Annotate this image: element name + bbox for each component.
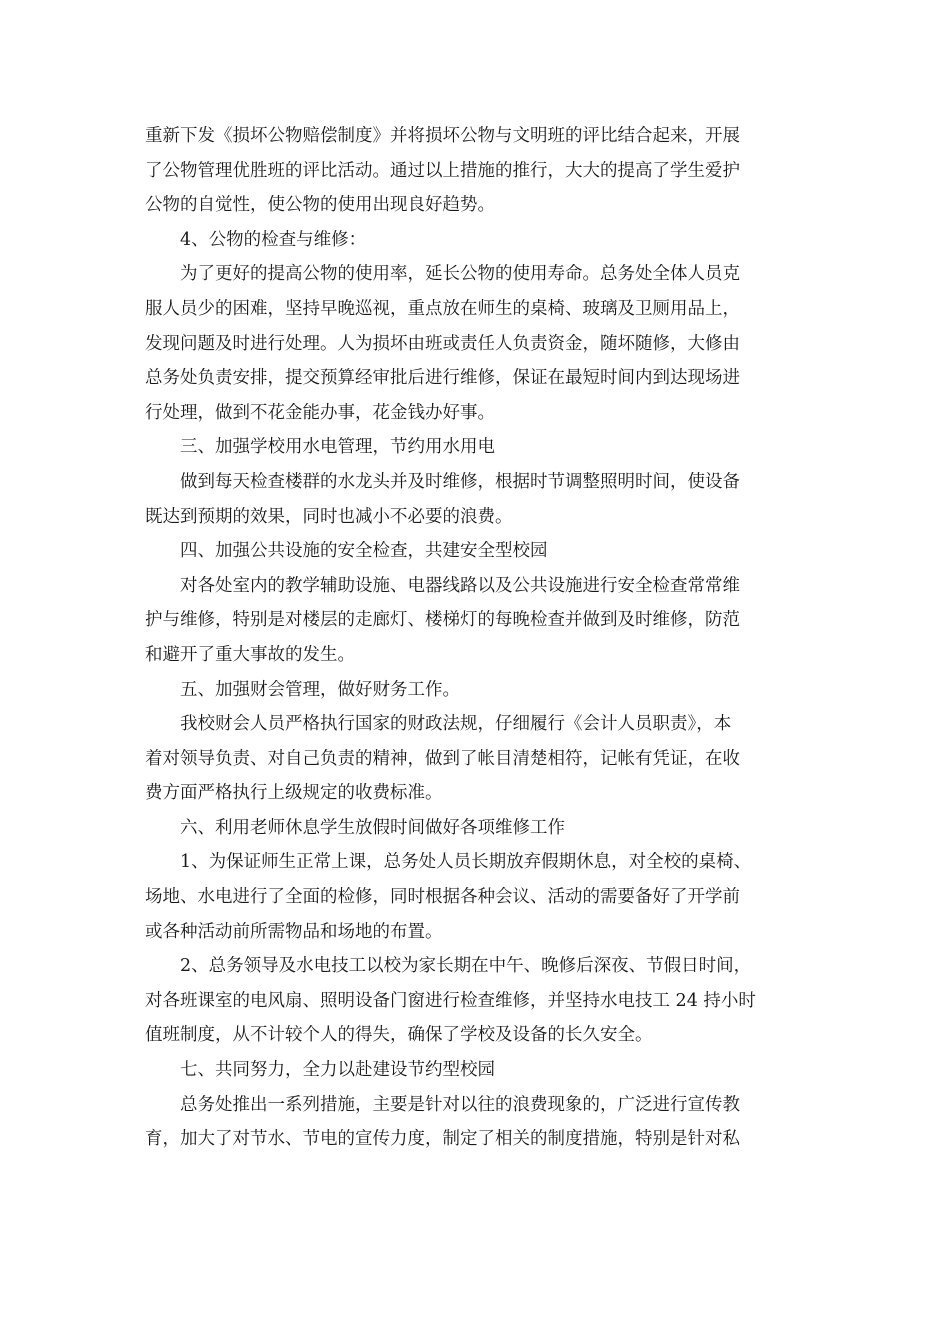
text-line: 行处理，做到不花金能办事，花金钱办好事。 [145,402,495,423]
text-line: 2、总务领导及水电技工以校为家长期在中午、晚修后深夜、节假日时间， [180,956,752,977]
text-line: 了公物管理优胜班的评比活动。通过以上措施的推行，大大的提高了学生爱护 [145,160,740,181]
text-line: 七、共同努力，全力以赴建设节约型校园 [180,1060,495,1081]
text-line: 我校财会人员严格执行国家的财政法规，仔细履行《会计人员职责》，本 [180,714,732,735]
text-line: 公物的自觉性，使公物的使用出现良好趋势。 [145,195,495,216]
text-line: 五、加强财会管理，做好财务工作。 [180,679,460,700]
text-line: 4、公物的检查与维修： [180,229,367,250]
text-line: 六、利用老师休息学生放假时间做好各项维修工作 [180,817,565,838]
text-line: 总务处推出一系列措施，主要是针对以往的浪费现象的，广泛进行宣传教 [180,1094,740,1115]
text-line: 总务处负责安排，提交预算经审批后进行维修，保证在最短时间内到达现场进 [145,368,740,389]
text-line: 育，加大了对节水、节电的宣传力度，制定了相关的制度措施，特别是针对私 [145,1129,740,1150]
text-line: 重新下发《损坏公物赔偿制度》并将损坏公物与文明班的评比结合起来，开展 [145,126,740,146]
text-line: 服人员少的困难，坚持早晚巡视，重点放在师生的桌椅、玻璃及卫厕用品上， [145,298,740,319]
document-body [145,119,805,1157]
text-line: 护与维修，特别是对楼层的走廊灯、楼梯灯的每晚检查并做到及时维修，防范 [145,610,740,631]
text-line: 对各班课室的电风扇、照明设备门窗进行检查维修，并坚持水电技工 24 持小时 [145,990,756,1011]
text-line: 既达到预期的效果，同时也减小不必要的浪费。 [145,506,513,527]
text-line: 或各种活动前所需物品和场地的布置。 [145,921,443,942]
text-line: 发现问题及时进行处理。人为损坏由班或责任人负责资金，随坏随修，大修由 [145,333,740,354]
text-line: 着对领导负责、对自己负责的精神，做到了帐目清楚相符，记帐有凭证，在收 [145,748,740,769]
text-line: 三、加强学校用水电管理，节约用水用电 [180,437,495,458]
text-line: 值班制度，从不计较个人的得失，确保了学校及设备的长久安全。 [145,1025,653,1046]
text-line: 对各处室内的教学辅助设施、电器线路以及公共设施进行安全检查常常维 [180,575,740,596]
text-line: 做到每天检查楼群的水龙头并及时维修，根据时节调整照明时间，使设备 [180,471,740,492]
text-line: 费方面严格执行上级规定的收费标准。 [145,783,443,804]
text-line: 场地、水电进行了全面的检修，同时根据各种会议、活动的需要备好了开学前 [145,887,740,908]
text-line: 1、为保证师生正常上课，总务处人员长期放弃假期休息，对全校的桌椅、 [180,852,752,873]
text-line: 和避开了重大事故的发生。 [145,644,355,665]
text-line: 为了更好的提高公物的使用率，延长公物的使用寿命。总务处全体人员克 [180,264,740,285]
text-line: 四、加强公共设施的安全检查，共建安全型校园 [180,541,548,562]
